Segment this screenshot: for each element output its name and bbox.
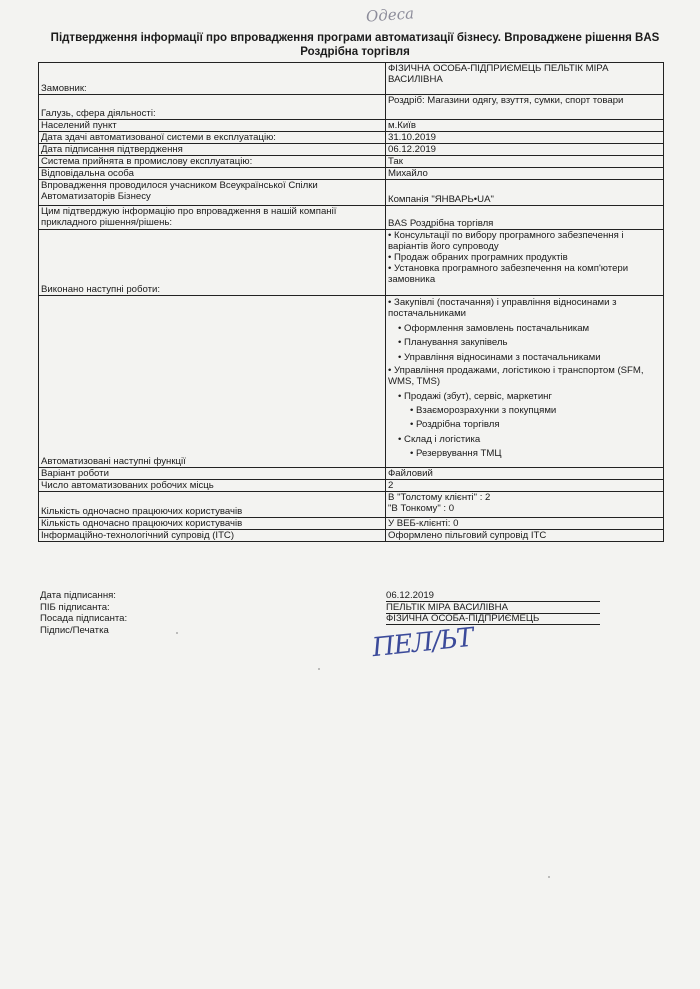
row-value: 06.12.2019 xyxy=(386,144,664,156)
list-item: • Продаж обраних програмних продуктів xyxy=(388,252,568,263)
table-row xyxy=(39,144,664,156)
scan-speck xyxy=(548,876,550,878)
signer-position-label: Посада підписанта: xyxy=(40,613,128,624)
row-value: Так xyxy=(386,156,664,168)
row-value: Михайло xyxy=(386,168,664,180)
handwritten-signature: ПЕЛ/ЬТ xyxy=(370,622,475,664)
works-label: Виконано наступні роботи: xyxy=(39,230,386,296)
row-label: Дата підписання підтвердження xyxy=(39,144,386,156)
table-row xyxy=(39,132,664,144)
row-value: Компанія "ЯНВАРЬ•UA" xyxy=(386,180,664,206)
signature-date-value: 06.12.2019 xyxy=(386,590,600,602)
row-label: Інформаційно-технологічний супровід (ІТС) xyxy=(39,530,386,542)
row-value: Файловий xyxy=(386,468,664,480)
row-value: м.Київ xyxy=(386,120,664,132)
handwritten-city-note: Одеса xyxy=(365,4,415,26)
list-item: • Планування закупівель xyxy=(398,337,508,349)
table-row xyxy=(39,63,664,95)
table-row xyxy=(39,492,664,518)
table-row xyxy=(39,296,664,468)
signer-name-value: ПЕЛЬТІК МІРА ВАСИЛІВНА xyxy=(386,602,600,614)
row-label: Варіант роботи xyxy=(39,468,386,480)
signature-block xyxy=(40,590,670,636)
list-item: • Консультації по вибору програмного забезпечення і варіантів його супроводу xyxy=(388,230,624,252)
row-label: Цим підтверджую інформацію про впровадження в нашій компанії прикладного рішення/рішень: xyxy=(39,206,386,230)
list-item: • Установка програмного забезпечення на комп'ютери замовника xyxy=(388,263,629,285)
list-item: • Управління відносинами з постачальниками xyxy=(398,351,601,363)
row-label: Кількість одночасно працюючих користувачів xyxy=(39,492,386,518)
table-row xyxy=(39,518,664,530)
table-row xyxy=(39,468,664,480)
thin-client-count: "В Тонкому" : 0 xyxy=(388,503,455,514)
confirmation-table xyxy=(38,62,664,542)
stamp-label: Підпис/Печатка xyxy=(40,624,109,636)
row-label: Відповідальна особа xyxy=(39,168,386,180)
signer-name-row xyxy=(40,602,670,614)
table-row xyxy=(39,120,664,132)
list-item: • Склад і логістика xyxy=(398,433,481,445)
row-value: ФІЗИЧНА ОСОБА-ПІДПРИЄМЕЦЬ ПЕЛЬТІК МІРА ВАСИЛІВНА xyxy=(386,63,664,95)
functions-label: Автоматизовані наступні функції xyxy=(39,296,386,468)
signature-date-row xyxy=(40,590,670,602)
signer-name-label: ПІБ підписанта: xyxy=(40,601,110,613)
row-label: Галузь, сфера діяльності: xyxy=(39,95,386,120)
list-item: • Закупівлі (постачання) і управління відносинами з постачальниками xyxy=(388,297,617,319)
row-label: Населений пункт xyxy=(39,120,386,132)
table-row xyxy=(39,480,664,492)
list-item: • Взаєморозрахунки з покупцями xyxy=(410,405,557,417)
row-label: Дата здачі автоматизованої системи в експлуатацію: xyxy=(39,132,386,144)
list-item: • Управління продажами, логістикою і транспортом (SFM, WMS, TMS) xyxy=(388,364,644,387)
row-value: BAS Роздрібна торгівля xyxy=(386,206,664,230)
stamp-row xyxy=(40,625,670,637)
list-item: • Роздрібна торгівля xyxy=(410,419,500,431)
row-value: 2 xyxy=(386,480,664,492)
table-row xyxy=(39,156,664,168)
list-item: • Оформлення замовлень постачальникам xyxy=(398,323,590,334)
scan-speck xyxy=(318,668,320,670)
row-label: Замовник: xyxy=(39,63,386,95)
document-title: Підтвердження інформації про впровадження програми автоматизації бізнесу. Впроваджене рішення BAS Роздрібна торгівля xyxy=(50,32,660,58)
table-row xyxy=(39,95,664,120)
row-label: Кількість одночасно працюючих користувачів xyxy=(39,518,386,530)
signer-position-row xyxy=(40,613,670,625)
thick-client-count: В "Толстому клієнті" : 2 xyxy=(388,492,491,503)
table-row xyxy=(39,530,664,542)
signer-position-value: ФІЗИЧНА ОСОБА-ПІДПРИЄМЕЦЬ xyxy=(386,613,600,625)
row-value: У ВЕБ-клієнті: 0 xyxy=(386,518,664,530)
table-row xyxy=(39,180,664,206)
row-value: 31.10.2019 xyxy=(386,132,664,144)
row-value xyxy=(386,492,664,518)
list-item: • Продажі (збут), сервіс, маркетинг xyxy=(398,390,552,402)
list-item: • Резервування ТМЦ xyxy=(410,448,502,460)
signature-date-label: Дата підписання: xyxy=(40,590,116,601)
scan-speck xyxy=(176,632,178,634)
row-label: Число автоматизованих робочих місць xyxy=(39,480,386,492)
table-row xyxy=(39,206,664,230)
row-value: Роздріб: Магазини одягу, взуття, сумки, спорт товари xyxy=(386,95,664,120)
row-label: Впровадження проводилося учасником Всеукраїнської Спілки Автоматизаторів Бізнесу xyxy=(39,180,386,206)
row-value: Оформлено пільговий супровід ІТС xyxy=(386,530,664,542)
table-row xyxy=(39,230,664,296)
functions-list xyxy=(386,296,664,468)
table-row xyxy=(39,168,664,180)
row-label: Система прийнята в промислову експлуатацію: xyxy=(39,156,386,168)
works-list xyxy=(386,230,664,296)
